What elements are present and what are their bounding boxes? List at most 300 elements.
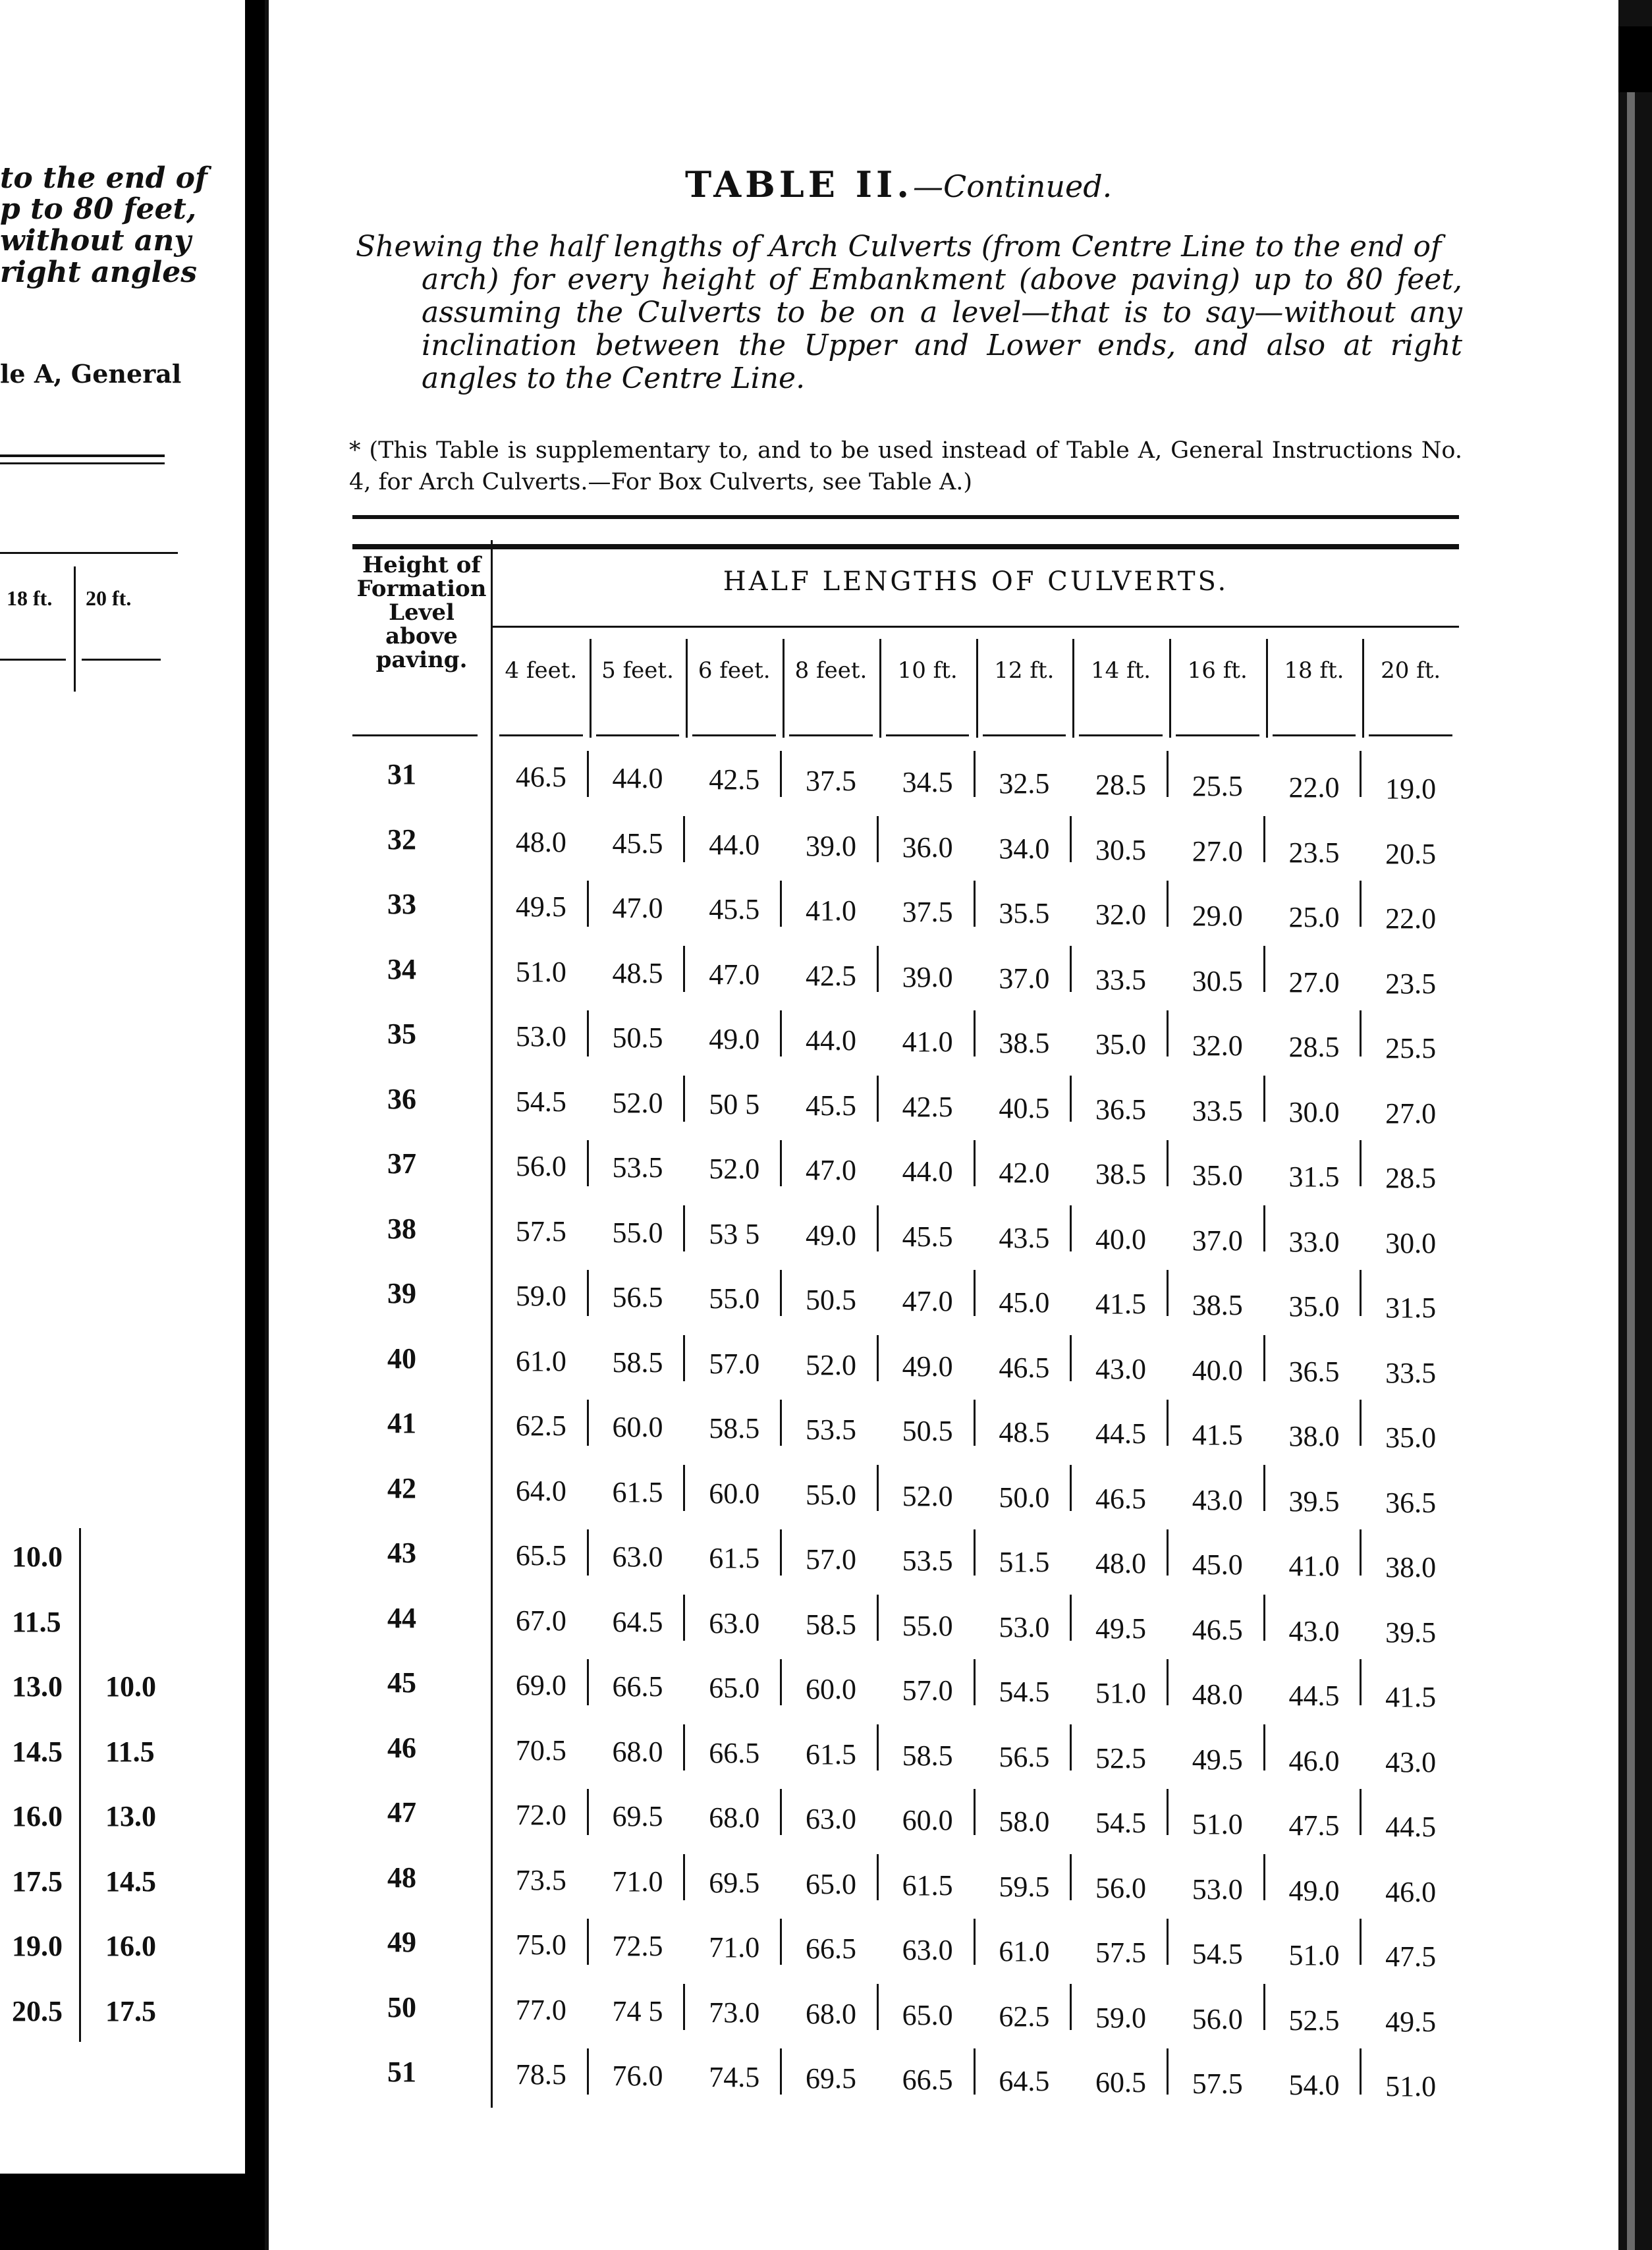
table-cell: 44.5 bbox=[1095, 1417, 1147, 1450]
table-cell: 72.5 bbox=[612, 1930, 663, 1962]
table-cell: 37.5 bbox=[805, 765, 856, 797]
table-cell: 44.0 bbox=[805, 1024, 856, 1056]
table-cell: 46.5 bbox=[1192, 1613, 1243, 1646]
table-cell: 71.0 bbox=[612, 1865, 663, 1898]
cell-divider bbox=[780, 1270, 782, 1316]
table-cell: 23.5 bbox=[1288, 836, 1340, 869]
table-cell: 35.0 bbox=[1385, 1421, 1437, 1454]
table-cell: 55.0 bbox=[805, 1478, 856, 1511]
table-cell: 70.5 bbox=[515, 1734, 566, 1767]
left-table-cell: 11.5 bbox=[12, 1605, 61, 1638]
table-cell: 61.5 bbox=[709, 1542, 760, 1574]
cell-divider bbox=[877, 1984, 879, 2030]
column-header: 5 feet. bbox=[601, 657, 674, 684]
cell-divider bbox=[1070, 1854, 1072, 1900]
left-table-cell: 17.5 bbox=[105, 1994, 156, 2027]
cell-divider bbox=[1263, 1076, 1265, 1122]
row-height-value: 44 bbox=[387, 1601, 416, 1634]
table-cell: 35.0 bbox=[1288, 1290, 1340, 1323]
cell-divider bbox=[1360, 1659, 1362, 1705]
table-cell: 60.5 bbox=[1095, 2066, 1147, 2099]
table-cell: 54.5 bbox=[999, 1676, 1050, 1708]
table-cell: 29.0 bbox=[1192, 900, 1243, 932]
table-cell: 65.0 bbox=[709, 1672, 760, 1704]
table-cell: 53.0 bbox=[515, 1020, 566, 1053]
table-cell: 31.5 bbox=[1288, 1161, 1340, 1193]
cell-divider bbox=[587, 1270, 589, 1316]
table-cell: 35.0 bbox=[1192, 1159, 1243, 1192]
cell-divider bbox=[780, 1140, 782, 1186]
table-cell: 40.0 bbox=[1095, 1222, 1147, 1255]
cell-divider bbox=[1167, 1919, 1169, 1965]
table-title-main: TABLE II. bbox=[685, 163, 914, 206]
table-cell: 48.0 bbox=[1095, 1547, 1147, 1579]
cell-divider bbox=[1070, 1076, 1072, 1122]
table-cell: 51.0 bbox=[1385, 2070, 1437, 2102]
table-cell: 39.5 bbox=[1385, 1616, 1437, 1649]
table-cell: 51.0 bbox=[1192, 1808, 1243, 1840]
cell-divider bbox=[1263, 816, 1265, 862]
table-cell: 66.5 bbox=[805, 1933, 856, 1965]
left-table-cell: 14.5 bbox=[105, 1865, 156, 1898]
table-cell: 57.5 bbox=[1192, 2068, 1243, 2100]
table-cell: 43.0 bbox=[1385, 1745, 1437, 1778]
table-cell: 44.5 bbox=[1385, 1811, 1437, 1843]
left-rule bbox=[0, 454, 165, 457]
table-cell: 78.5 bbox=[515, 2058, 566, 2091]
cell-divider bbox=[1263, 946, 1265, 992]
column-header: 4 feet. bbox=[505, 657, 578, 684]
row-height-value: 49 bbox=[387, 1926, 416, 1958]
cell-divider bbox=[587, 881, 589, 927]
cell-divider bbox=[877, 1854, 879, 1900]
table-cell: 52.5 bbox=[1288, 2004, 1340, 2037]
table-cell: 42.0 bbox=[999, 1157, 1050, 1189]
table-cell: 50.5 bbox=[805, 1284, 856, 1316]
table-cell: 34.0 bbox=[999, 832, 1050, 865]
table-cell: 61.5 bbox=[612, 1475, 663, 1508]
cell-divider bbox=[877, 816, 879, 862]
table-cell: 63.0 bbox=[902, 1934, 953, 1966]
table-cell: 30.5 bbox=[1095, 833, 1147, 866]
table-cell: 49.0 bbox=[1288, 1874, 1340, 1907]
table-cell: 49.0 bbox=[709, 1023, 760, 1055]
cell-divider bbox=[1360, 1270, 1362, 1316]
column-header: 8 feet. bbox=[794, 657, 867, 684]
cell-divider bbox=[780, 1529, 782, 1576]
table-cell: 61.5 bbox=[902, 1869, 953, 1902]
table-cell: 53 5 bbox=[709, 1217, 760, 1250]
left-fragment-line-2: p to 80 feet, bbox=[0, 192, 197, 226]
cell-divider bbox=[1167, 1400, 1169, 1446]
table-cell: 47.5 bbox=[1385, 1940, 1437, 1973]
table-cell: 57.5 bbox=[1095, 1936, 1147, 1969]
table-cell: 73.5 bbox=[515, 1863, 566, 1896]
table-cell: 51.0 bbox=[515, 955, 566, 988]
cell-divider bbox=[1167, 1140, 1169, 1186]
row-height-value: 48 bbox=[387, 1861, 416, 1894]
row-height-value: 36 bbox=[387, 1082, 416, 1115]
column-header-underline bbox=[1079, 734, 1163, 736]
table-cell: 74.5 bbox=[709, 2061, 760, 2093]
table-cell: 61.0 bbox=[999, 1935, 1050, 1967]
left-fragment-line-1: to the end of bbox=[0, 161, 207, 195]
cell-divider bbox=[587, 751, 589, 797]
table-cell: 22.0 bbox=[1385, 902, 1437, 935]
table-cell: 40.5 bbox=[999, 1091, 1050, 1124]
column-divider bbox=[1169, 639, 1171, 738]
cell-divider bbox=[1070, 1465, 1072, 1511]
table-cell: 46.0 bbox=[1385, 1875, 1437, 1908]
column-header-underline bbox=[886, 734, 970, 736]
cell-divider bbox=[877, 1595, 879, 1641]
row-height-value: 51 bbox=[387, 2056, 416, 2088]
table-cell: 49.0 bbox=[902, 1350, 953, 1383]
left-table-cell: 11.5 bbox=[105, 1735, 155, 1768]
table-cell: 56.0 bbox=[515, 1150, 566, 1182]
table-cell: 34.5 bbox=[902, 766, 953, 798]
table-cell: 71.0 bbox=[709, 1931, 760, 1963]
table-cell: 67.0 bbox=[515, 1604, 566, 1637]
cell-divider bbox=[683, 1854, 685, 1900]
cell-divider bbox=[587, 1010, 589, 1056]
left-table-cell: 19.0 bbox=[12, 1930, 63, 1962]
column-divider bbox=[879, 639, 881, 738]
row-height-value: 37 bbox=[387, 1147, 416, 1180]
row-height-value: 33 bbox=[387, 888, 416, 920]
table-cell: 73.0 bbox=[709, 1996, 760, 2029]
table-cell: 60.0 bbox=[902, 1804, 953, 1836]
cell-divider bbox=[780, 1010, 782, 1056]
cell-divider bbox=[1360, 881, 1362, 927]
table-cell: 39.0 bbox=[805, 829, 856, 862]
table-cell: 66.5 bbox=[612, 1670, 663, 1703]
table-cell: 47.0 bbox=[805, 1154, 856, 1186]
column-header-underline bbox=[1369, 734, 1452, 736]
column-header: 10 ft. bbox=[897, 657, 958, 684]
table-cell: 56.5 bbox=[999, 1740, 1050, 1773]
table-cell: 36.5 bbox=[1288, 1355, 1340, 1388]
double-rule-top bbox=[352, 515, 1459, 519]
cell-divider bbox=[683, 1724, 685, 1770]
table-cell: 45.0 bbox=[1192, 1549, 1243, 1581]
table-cell: 25.5 bbox=[1385, 1032, 1437, 1064]
table-cell: 45.5 bbox=[902, 1220, 953, 1253]
table-cell: 60.0 bbox=[805, 1673, 856, 1705]
table-cell: 58.5 bbox=[709, 1412, 760, 1444]
table-cell: 56.0 bbox=[1192, 2002, 1243, 2035]
cell-divider bbox=[683, 1205, 685, 1251]
table-cell: 37.5 bbox=[902, 896, 953, 928]
table-cell: 20.5 bbox=[1385, 837, 1437, 870]
cell-divider bbox=[877, 1724, 879, 1770]
left-rule bbox=[0, 462, 165, 464]
cell-divider bbox=[1167, 751, 1169, 797]
cell-divider bbox=[683, 1076, 685, 1122]
column-divider bbox=[590, 639, 592, 738]
description-line-1: Shewing the half lengths of Arch Culverts (from Centre Line to the end of bbox=[356, 230, 1442, 263]
table-cell: 54.5 bbox=[515, 1085, 566, 1118]
table-cell: 38.5 bbox=[1192, 1289, 1243, 1321]
table-cell: 58.5 bbox=[612, 1346, 663, 1379]
table-cell: 50.5 bbox=[612, 1022, 663, 1054]
table-cell: 33.5 bbox=[1095, 963, 1147, 996]
table-cell: 60.0 bbox=[709, 1477, 760, 1510]
left-table-cell: 10.0 bbox=[12, 1541, 63, 1573]
row-height-value: 38 bbox=[387, 1212, 416, 1245]
table-cell: 49.5 bbox=[515, 891, 566, 923]
left-fragment-line-5: le A, General bbox=[0, 359, 182, 389]
table-cell: 64.5 bbox=[612, 1605, 663, 1638]
column-header-underline bbox=[1176, 734, 1259, 736]
table-cell: 55.0 bbox=[902, 1609, 953, 1642]
cell-divider bbox=[974, 1529, 976, 1576]
table-cell: 45.5 bbox=[612, 827, 663, 860]
row-height-value: 46 bbox=[387, 1731, 416, 1764]
table-cell: 56.0 bbox=[1095, 1871, 1147, 1904]
table-cell: 58.0 bbox=[999, 1805, 1050, 1838]
table-cell: 62.5 bbox=[999, 2000, 1050, 2033]
table-cell: 27.0 bbox=[1385, 1097, 1437, 1130]
cell-divider bbox=[1070, 946, 1072, 992]
table-cell: 68.0 bbox=[612, 1735, 663, 1768]
table-cell: 63.0 bbox=[805, 1803, 856, 1835]
page-gutter bbox=[245, 0, 265, 2250]
table-cell: 46.5 bbox=[1095, 1482, 1147, 1515]
table-cell: 57.0 bbox=[709, 1347, 760, 1380]
cell-divider bbox=[587, 1400, 589, 1446]
left-fragment-line-3: without any bbox=[0, 224, 191, 258]
half-lengths-table bbox=[352, 540, 1459, 2121]
table-cell: 57.0 bbox=[902, 1674, 953, 1707]
table-cell: 41.5 bbox=[1095, 1288, 1147, 1320]
table-cell: 64.0 bbox=[515, 1474, 566, 1507]
cell-divider bbox=[974, 881, 976, 927]
cell-divider bbox=[1070, 1205, 1072, 1251]
table-cell: 19.0 bbox=[1385, 773, 1437, 805]
table-cell: 55.0 bbox=[612, 1216, 663, 1249]
cell-divider bbox=[877, 1205, 879, 1251]
table-cell: 64.5 bbox=[999, 2065, 1050, 2097]
cell-divider bbox=[587, 1919, 589, 1965]
table-cell: 27.0 bbox=[1288, 966, 1340, 999]
table-cell: 77.0 bbox=[515, 1993, 566, 2026]
table-cell: 47.0 bbox=[612, 892, 663, 924]
table-cell: 43.0 bbox=[1095, 1352, 1147, 1385]
left-rule bbox=[0, 659, 66, 661]
row-height-value: 45 bbox=[387, 1666, 416, 1699]
cell-divider bbox=[587, 2048, 589, 2095]
table-cell: 37.0 bbox=[1192, 1224, 1243, 1257]
cell-divider bbox=[1070, 1595, 1072, 1641]
left-rule bbox=[0, 552, 178, 554]
cell-divider bbox=[587, 1789, 589, 1835]
cell-divider bbox=[683, 816, 685, 862]
book-edge-inner bbox=[1627, 92, 1635, 2250]
table-cell: 61.5 bbox=[805, 1738, 856, 1770]
cell-divider bbox=[587, 1659, 589, 1705]
table-cell: 46.5 bbox=[999, 1351, 1050, 1384]
cell-divider bbox=[974, 1919, 976, 1965]
cell-divider bbox=[877, 946, 879, 992]
cell-divider bbox=[1167, 1529, 1169, 1576]
cell-divider bbox=[683, 1595, 685, 1641]
table-cell: 69.5 bbox=[805, 2062, 856, 2095]
table-cell: 44.0 bbox=[709, 828, 760, 861]
table-cell: 59.0 bbox=[1095, 2001, 1147, 2034]
table-cell: 42.5 bbox=[805, 959, 856, 992]
table-cell: 52.0 bbox=[805, 1348, 856, 1381]
table-cell: 68.0 bbox=[805, 1997, 856, 2030]
cell-divider bbox=[1263, 1335, 1265, 1381]
table-cell: 38.0 bbox=[1288, 1420, 1340, 1452]
table-cell: 65.5 bbox=[515, 1539, 566, 1572]
cell-divider bbox=[1360, 751, 1362, 797]
column-header: 16 ft. bbox=[1187, 657, 1248, 684]
table-cell: 45.0 bbox=[999, 1286, 1050, 1319]
table-cell: 48.5 bbox=[612, 956, 663, 989]
table-cell: 35.0 bbox=[1095, 1028, 1147, 1060]
table-cell: 49.5 bbox=[1192, 1743, 1243, 1776]
cell-divider bbox=[1360, 2048, 1362, 2095]
cell-divider bbox=[1360, 1400, 1362, 1446]
table-cell: 66.5 bbox=[709, 1736, 760, 1769]
table-cell: 60.0 bbox=[612, 1411, 663, 1443]
cell-divider bbox=[1167, 1789, 1169, 1835]
left-table-cell: 10.0 bbox=[105, 1670, 156, 1703]
table-cell: 57.5 bbox=[515, 1215, 566, 1248]
table-cell: 59.5 bbox=[999, 1870, 1050, 1903]
table-cell: 44.0 bbox=[612, 762, 663, 794]
column-header-underline bbox=[596, 734, 680, 736]
row-header-caption-line: Height of bbox=[362, 552, 481, 578]
column-header: 14 ft. bbox=[1090, 657, 1151, 684]
column-divider bbox=[1362, 639, 1364, 738]
table-cell: 57.0 bbox=[805, 1543, 856, 1576]
cell-divider bbox=[877, 1076, 879, 1122]
table-cell: 40.0 bbox=[1192, 1354, 1243, 1386]
cell-divider bbox=[1263, 1724, 1265, 1770]
table-cell: 38.5 bbox=[1095, 1158, 1147, 1190]
table-cell: 53.0 bbox=[1192, 1873, 1243, 1906]
table-cell: 53.5 bbox=[612, 1151, 663, 1184]
table-cell: 69.0 bbox=[515, 1669, 566, 1701]
table-cell: 36.5 bbox=[1385, 1486, 1437, 1519]
left-table-cell: 16.0 bbox=[12, 1800, 63, 1832]
table-cell: 75.0 bbox=[515, 1929, 566, 1961]
column-divider bbox=[686, 639, 688, 738]
row-height-value: 31 bbox=[387, 758, 416, 790]
cell-divider bbox=[1360, 1529, 1362, 1576]
table-cell: 41.0 bbox=[805, 894, 856, 927]
cell-divider bbox=[780, 1659, 782, 1705]
column-group-rule bbox=[493, 626, 1459, 628]
table-cell: 59.0 bbox=[515, 1280, 566, 1312]
column-header-underline bbox=[789, 734, 873, 736]
cell-divider bbox=[974, 2048, 976, 2095]
table-cell: 53.5 bbox=[805, 1413, 856, 1446]
column-group-title: HALF LENGTHS OF CULVERTS. bbox=[723, 566, 1229, 597]
table-cell: 48.5 bbox=[999, 1416, 1050, 1448]
column-divider bbox=[1266, 639, 1268, 738]
table-cell: 28.5 bbox=[1385, 1162, 1437, 1194]
table-cell: 33.5 bbox=[1192, 1094, 1243, 1127]
table-cell: 43.0 bbox=[1288, 1614, 1340, 1647]
table-cell: 42.5 bbox=[709, 763, 760, 796]
table-cell: 76.0 bbox=[612, 2060, 663, 2092]
left-table-cell: 13.0 bbox=[105, 1800, 156, 1832]
table-cell: 66.5 bbox=[902, 2064, 953, 2096]
cell-divider bbox=[1360, 1919, 1362, 1965]
table-cell: 50.0 bbox=[999, 1481, 1050, 1514]
cell-divider bbox=[1070, 1984, 1072, 2030]
table-cell: 23.5 bbox=[1385, 967, 1437, 1000]
table-cell: 41.5 bbox=[1385, 1681, 1437, 1713]
cell-divider bbox=[780, 881, 782, 927]
row-height-value: 42 bbox=[387, 1471, 416, 1504]
table-cell: 38.5 bbox=[999, 1027, 1050, 1059]
left-table-cell: 20.5 bbox=[12, 1994, 63, 2027]
table-cell: 58.5 bbox=[902, 1739, 953, 1772]
table-cell: 41.5 bbox=[1192, 1419, 1243, 1451]
cell-divider bbox=[683, 946, 685, 992]
table-cell: 30.5 bbox=[1192, 964, 1243, 997]
cell-divider bbox=[877, 1465, 879, 1511]
left-rule bbox=[82, 659, 161, 661]
row-header-caption-line: paving. bbox=[375, 647, 468, 673]
table-cell: 45.5 bbox=[805, 1089, 856, 1122]
row-header-caption-line: Level bbox=[389, 599, 454, 626]
cell-divider bbox=[1263, 1205, 1265, 1251]
cell-divider bbox=[1070, 1724, 1072, 1770]
left-fragment-line-4: right angles bbox=[0, 256, 198, 289]
row-height-value: 43 bbox=[387, 1537, 416, 1569]
table-cell: 65.0 bbox=[805, 1867, 856, 1900]
row-height-value: 35 bbox=[387, 1018, 416, 1050]
table-cell: 62.5 bbox=[515, 1410, 566, 1442]
row-height-value: 39 bbox=[387, 1277, 416, 1309]
table-cell: 49.0 bbox=[805, 1219, 856, 1251]
table-cell: 61.0 bbox=[515, 1344, 566, 1377]
column-header: 18 ft. bbox=[1284, 657, 1344, 684]
cell-divider bbox=[683, 1335, 685, 1381]
table-cell: 52.0 bbox=[612, 1086, 663, 1119]
table-cell: 63.0 bbox=[709, 1606, 760, 1639]
cell-divider bbox=[780, 1789, 782, 1835]
table-description bbox=[356, 231, 1462, 395]
table-cell: 47.5 bbox=[1288, 1809, 1340, 1842]
table-cell: 44.5 bbox=[1288, 1680, 1340, 1712]
table-cell: 65.0 bbox=[902, 1998, 953, 2031]
column-divider bbox=[1072, 639, 1074, 738]
table-cell: 32.5 bbox=[999, 767, 1050, 800]
table-cell: 41.0 bbox=[1288, 1550, 1340, 1582]
cell-divider bbox=[1263, 1465, 1265, 1511]
row-header-caption bbox=[352, 553, 491, 672]
cell-divider bbox=[1263, 1595, 1265, 1641]
left-col-head-18: 18 ft. bbox=[7, 586, 53, 610]
table-title bbox=[685, 163, 1112, 206]
table-cell: 48.0 bbox=[515, 825, 566, 858]
table-title-continued: —Continued. bbox=[913, 169, 1113, 204]
cell-divider bbox=[1263, 1984, 1265, 2030]
row-height-value: 34 bbox=[387, 952, 416, 985]
cell-divider bbox=[877, 1335, 879, 1381]
table-cell: 72.0 bbox=[515, 1799, 566, 1831]
row-height-value: 50 bbox=[387, 1990, 416, 2023]
table-cell: 46.5 bbox=[515, 761, 566, 793]
column-header: 20 ft. bbox=[1381, 657, 1441, 684]
